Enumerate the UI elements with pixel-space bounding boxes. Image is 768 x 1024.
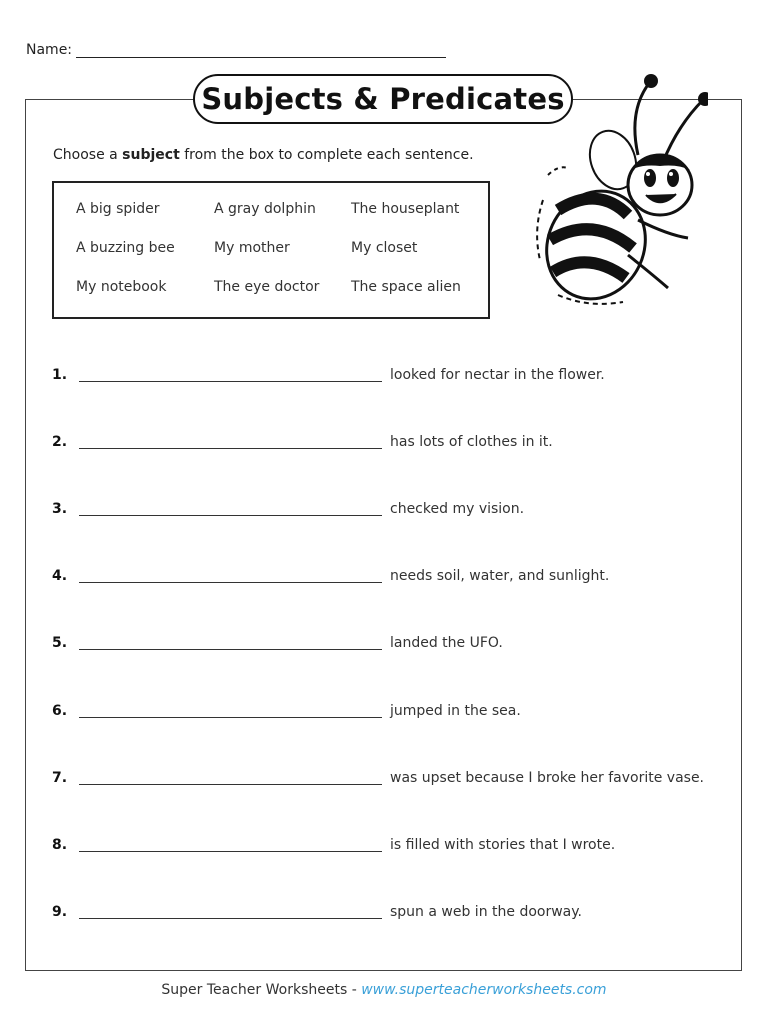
question-row: [52, 904, 742, 924]
predicate-text: checked my vision.: [390, 501, 525, 517]
page-title: Subjects & Predicates: [201, 82, 565, 116]
word-box-item: My closet: [351, 240, 418, 256]
word-box-item: A big spider: [76, 201, 160, 217]
name-field[interactable]: [76, 43, 446, 58]
predicate-text: was upset because I broke her favorite vase.: [390, 770, 705, 786]
footer: [0, 982, 768, 998]
answer-blank[interactable]: [79, 448, 382, 449]
question-row: [52, 635, 742, 655]
answer-blank[interactable]: [79, 918, 382, 919]
predicate-text: looked for nectar in the flower.: [390, 367, 605, 383]
question-row: [52, 434, 742, 454]
word-box-item: The houseplant: [351, 201, 460, 217]
predicate-text: is filled with stories that I wrote.: [390, 837, 616, 853]
word-box-item: My mother: [214, 240, 290, 256]
word-box: [52, 181, 490, 319]
word-box-item: The space alien: [351, 279, 461, 295]
question-row: [52, 568, 742, 588]
question-number: 9.: [52, 904, 68, 920]
word-box-item: A gray dolphin: [214, 201, 316, 217]
predicate-text: landed the UFO.: [390, 635, 503, 651]
answer-blank[interactable]: [79, 717, 382, 718]
footer-text: Super Teacher Worksheets -: [161, 982, 362, 998]
instructions: [53, 147, 474, 163]
question-number: 2.: [52, 434, 68, 450]
answer-blank[interactable]: [79, 784, 382, 785]
title-banner: [193, 74, 573, 124]
question-row: [52, 703, 742, 723]
question-number: 7.: [52, 770, 68, 786]
word-box-item: The eye doctor: [214, 279, 320, 295]
question-number: 5.: [52, 635, 68, 651]
predicate-text: needs soil, water, and sunlight.: [390, 568, 610, 584]
answer-blank[interactable]: [79, 649, 382, 650]
instructions-after: from the box to complete each sentence.: [179, 147, 474, 163]
predicate-text: spun a web in the doorway.: [390, 904, 582, 920]
bee-illustration-icon: [528, 70, 708, 320]
question-row: [52, 501, 742, 521]
instructions-bold: subject: [122, 147, 180, 163]
answer-blank[interactable]: [79, 851, 382, 852]
answer-blank[interactable]: [79, 381, 382, 382]
name-label: Name:: [26, 42, 73, 58]
question-number: 4.: [52, 568, 68, 584]
question-number: 1.: [52, 367, 68, 383]
word-box-item: A buzzing bee: [76, 240, 175, 256]
answer-blank[interactable]: [79, 515, 382, 516]
question-row: [52, 367, 742, 387]
predicate-text: jumped in the sea.: [390, 703, 521, 719]
question-number: 3.: [52, 501, 68, 517]
word-box-item: My notebook: [76, 279, 167, 295]
question-row: [52, 770, 742, 790]
question-number: 8.: [52, 837, 68, 853]
instructions-before: Choose a: [53, 147, 123, 163]
predicate-text: has lots of clothes in it.: [390, 434, 553, 450]
answer-blank[interactable]: [79, 582, 382, 583]
question-number: 6.: [52, 703, 68, 719]
question-row: [52, 837, 742, 857]
footer-link[interactable]: www.superteacherworksheets.com: [361, 982, 607, 998]
name-row: [26, 42, 446, 58]
